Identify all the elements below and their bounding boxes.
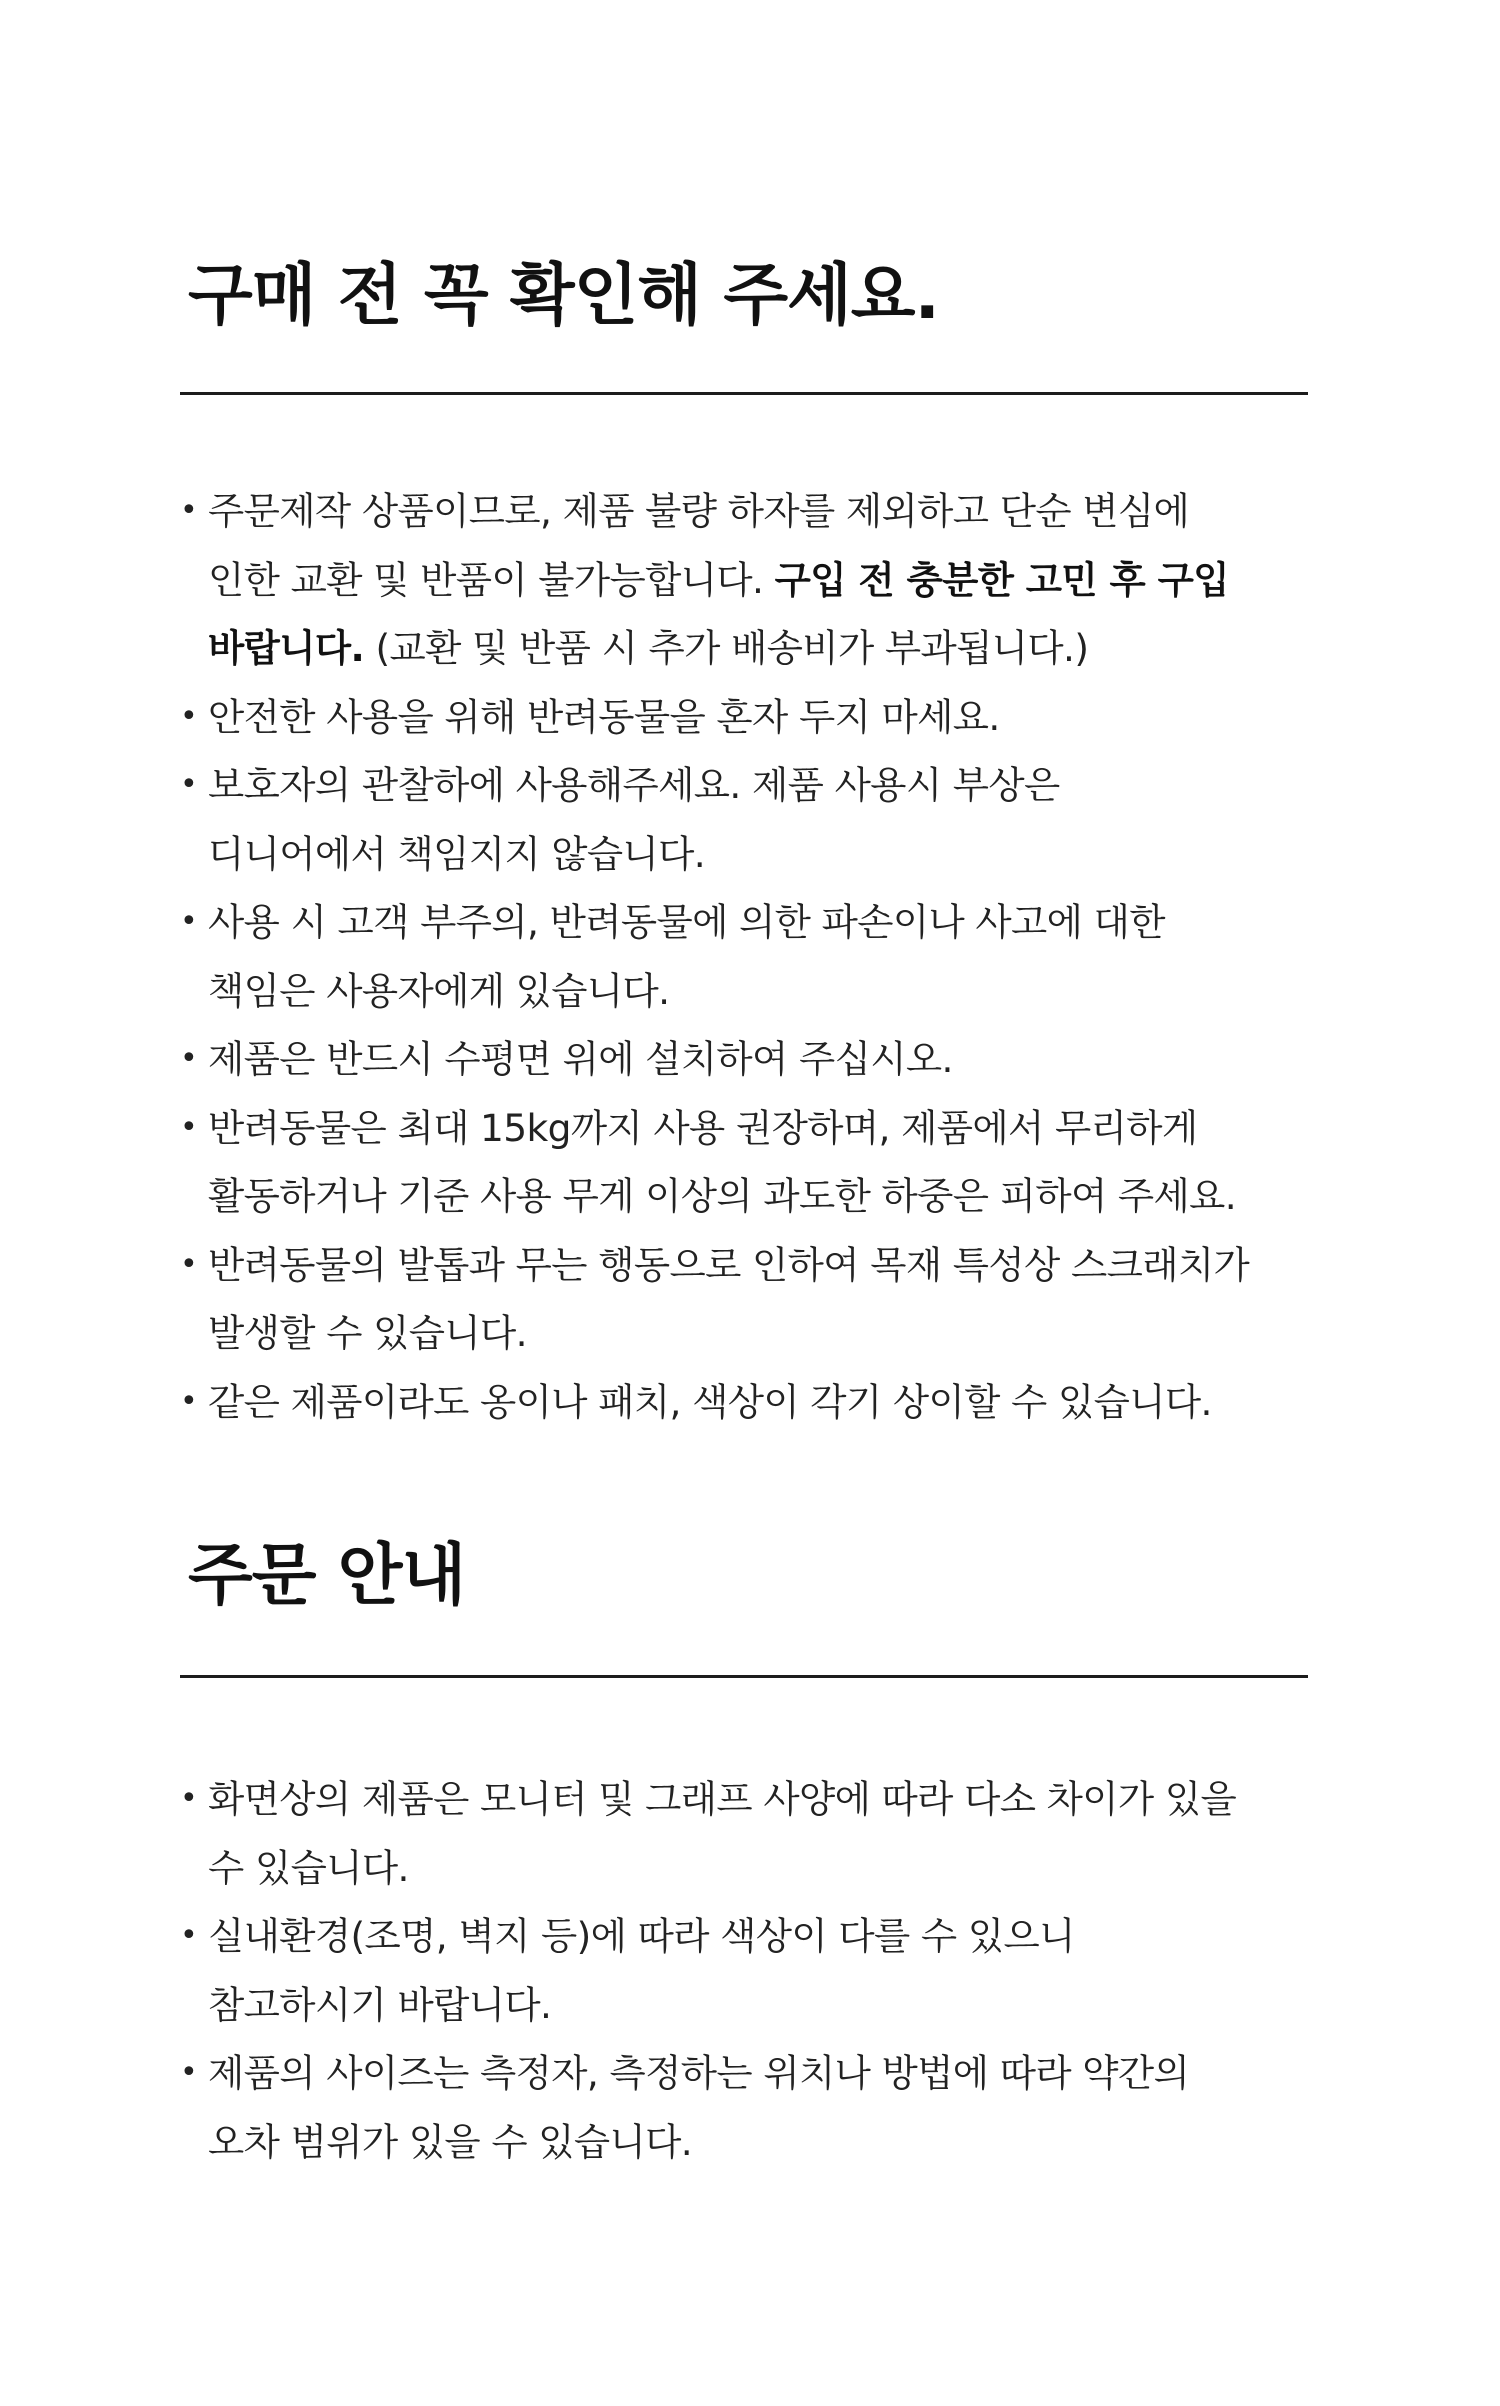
body-text: 활동하거나 기준 사용 무게 이상의 과도한 하중은 피하여 주세요.	[208, 1174, 1237, 1218]
list-item	[180, 683, 1308, 752]
list-item-line	[208, 546, 1308, 615]
order-info-list	[180, 1765, 1308, 2176]
bullet-icon: •	[180, 1383, 198, 1419]
body-text: 같은 제품이라도 옹이나 패치, 색상이 각기 상이할 수 있습니다.	[208, 1379, 1212, 1424]
caution-divider	[180, 392, 1308, 395]
list-item	[180, 477, 1308, 683]
list-item	[180, 1765, 1308, 1902]
body-text: 디니어에서 책임지지 않습니다.	[208, 831, 706, 876]
body-text: 보호자의 관찰하에 사용해주세요. 제품 사용시 부상은	[208, 763, 1060, 807]
bullet-icon: •	[180, 1781, 198, 1816]
bullet-icon: •	[180, 904, 198, 939]
list-item-line	[208, 1231, 1308, 1300]
body-text: 책임은 사용자에게 있습니다.	[208, 968, 670, 1013]
list-item-line	[208, 1902, 1308, 1971]
list-item-line	[208, 683, 1308, 752]
list-item-line	[208, 1094, 1308, 1163]
list-item	[180, 1368, 1308, 1437]
caution-heading: 구매 전 꼭 확인해 주세요.	[188, 256, 939, 334]
list-item-line	[208, 614, 1308, 683]
body-text: 제품의 사이즈는 측정자, 측정하는 위치나 방법에 따라 약간의	[208, 2051, 1190, 2095]
list-item	[180, 2039, 1308, 2176]
list-item-line	[208, 1971, 1308, 2040]
list-item-line	[208, 820, 1308, 889]
emphasis-text: 구입 전 충분한 고민 후 구입	[774, 557, 1229, 602]
list-item-line	[208, 477, 1308, 546]
body-text: 수 있습니다.	[208, 1845, 409, 1890]
body-text: 참고하시기 바랍니다.	[208, 1982, 552, 2027]
body-text: 화면상의 제품은 모니터 및 그래프 사양에 따라 다소 차이가 있을	[208, 1777, 1237, 1821]
list-item	[180, 1902, 1308, 2039]
bullet-icon: •	[180, 493, 198, 528]
list-item	[180, 1231, 1308, 1368]
list-item-line	[208, 751, 1308, 820]
body-text: 주문제작 상품이므로, 제품 불량 하자를 제외하고 단순 변심에	[208, 489, 1190, 533]
bullet-icon: •	[180, 2055, 198, 2090]
order-info-heading: 주문 안내	[188, 1536, 466, 1614]
list-item-line	[208, 1834, 1308, 1903]
list-item-line	[208, 2039, 1308, 2108]
body-text: 안전한 사용을 위해 반려동물을 혼자 두지 마세요.	[208, 694, 1000, 739]
bullet-icon: •	[180, 1918, 198, 1953]
body-text: 제품은 반드시 수평면 위에 설치하여 주십시오.	[208, 1037, 953, 1081]
list-item	[180, 1025, 1308, 1094]
emphasis-text: 바랍니다.	[208, 626, 365, 670]
list-item	[180, 888, 1308, 1025]
body-text: 오차 범위가 있을 수 있습니다.	[208, 2119, 693, 2164]
list-item-line	[208, 2108, 1308, 2177]
list-item-line	[208, 1765, 1308, 1834]
list-item-line	[208, 1162, 1308, 1231]
bullet-icon: •	[180, 1041, 198, 1076]
body-text: 인한 교환 및 반품이 불가능합니다.	[208, 557, 775, 602]
body-text: (교환 및 반품 시 추가 배송비가 부과됩니다.)	[364, 626, 1089, 670]
caution-list	[180, 477, 1308, 1436]
caution-section	[180, 250, 1308, 1436]
list-item-line	[208, 1025, 1308, 1094]
list-item-line	[208, 1299, 1308, 1368]
body-text: 반려동물의 발톱과 무는 행동으로 인하여 목재 특성상 스크래치가	[208, 1242, 1250, 1287]
body-text: 사용 시 고객 부주의, 반려동물에 의한 파손이나 사고에 대한	[208, 900, 1165, 944]
body-text: 반려동물은 최대 15kg까지 사용 권장하며, 제품에서 무리하게	[208, 1105, 1198, 1150]
list-item-line	[208, 1368, 1308, 1437]
body-text: 실내환경(조명, 벽지 등)에 따라 색상이 다를 수 있으니	[208, 1914, 1075, 1958]
bullet-icon: •	[180, 767, 198, 802]
list-item-line	[208, 957, 1308, 1026]
order-info-section	[180, 1530, 1308, 2176]
body-text: 발생할 수 있습니다.	[208, 1311, 527, 1355]
bullet-icon: •	[180, 1109, 198, 1145]
list-item	[180, 751, 1308, 888]
bullet-icon: •	[180, 698, 198, 734]
list-item	[180, 1094, 1308, 1231]
bullet-icon: •	[180, 1246, 198, 1282]
order-info-divider	[180, 1675, 1308, 1678]
list-item-line	[208, 888, 1308, 957]
